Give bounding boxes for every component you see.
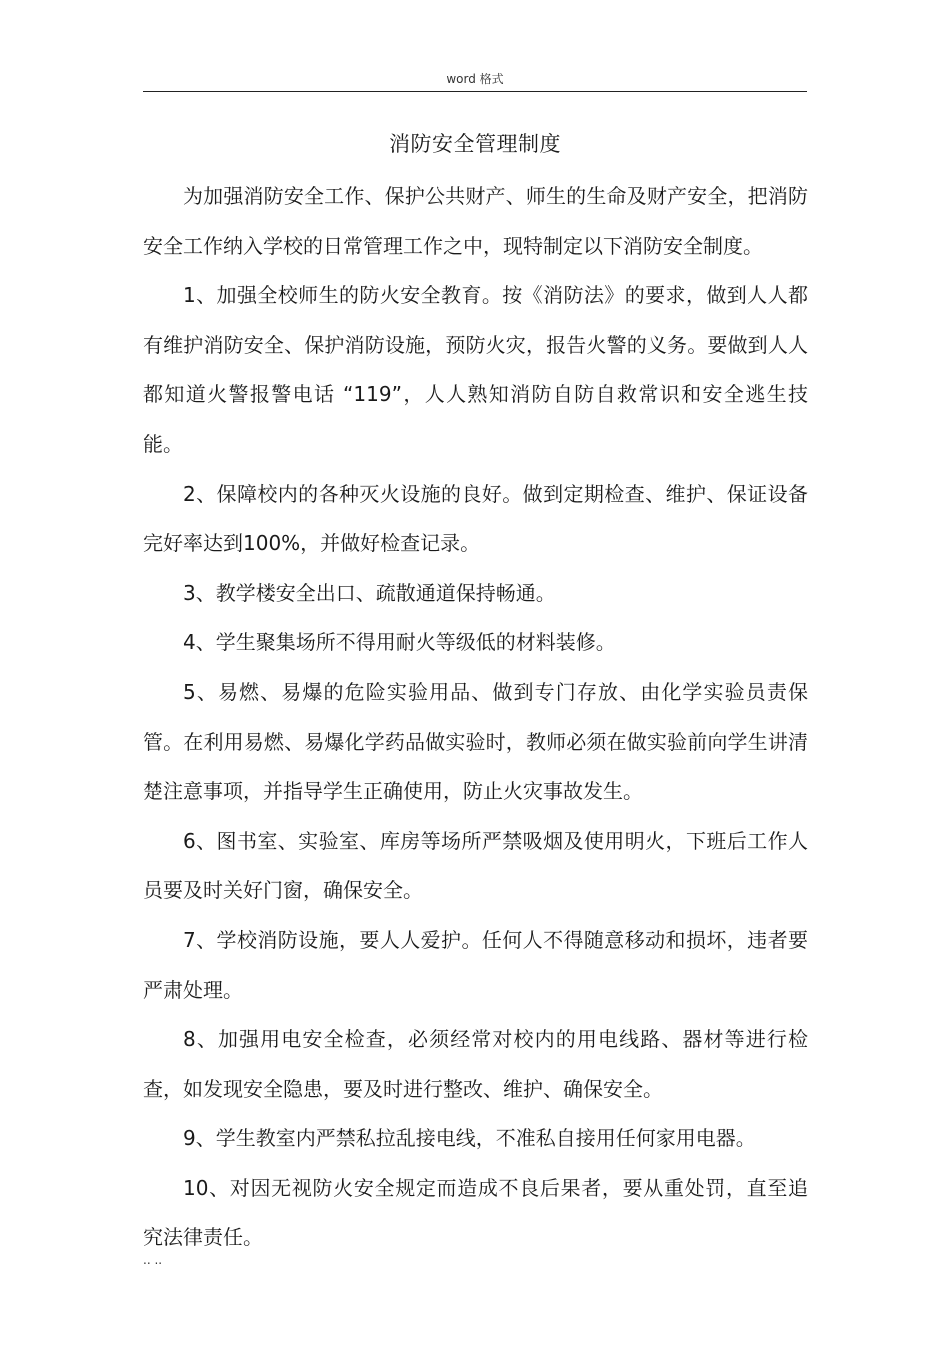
document-body — [143, 172, 808, 1263]
page-header: word 格式 — [446, 72, 504, 86]
paragraph-rule-6: 6、图书室、实验室、库房等场所严禁吸烟及使用明火，下班后工作人员要及时关好门窗，确保安全。 — [143, 828, 808, 903]
paragraph-rule-4: 4、学生聚集场所不得用耐火等级低的材料装修。 — [183, 630, 616, 655]
header-divider — [143, 91, 807, 92]
paragraph-rule-7: 7、学校消防设施，要人人爱护。任何人不得随意移动和损坏，违者要严肃处理。 — [143, 927, 808, 1002]
paragraph-rule-9: 9、学生教室内严禁私拉乱接电线，不准私自接用任何家用电器。 — [183, 1126, 756, 1151]
paragraph-rule-3: 3、教学楼安全出口、疏散通道保持畅通。 — [183, 580, 556, 605]
page-footer: .. .. — [143, 1253, 163, 1267]
paragraph-rule-10: 10、对因无视防火安全规定而造成不良后果者，要从重处罚，直至追究法律责任。 — [143, 1175, 808, 1250]
paragraph-rule-2: 2、保障校内的各种灭火设施的良好。做到定期检查、维护、保证设备完好率达到100%，并做好检查记录。 — [143, 481, 808, 556]
paragraph-rule-1: 1、加强全校师生的防火安全教育。按《消防法》的要求，做到人人都有维护消防安全、保护消防设施，预防火灾，报告火警的义务。要做到人人都知道火警报警电话 “119”，人人熟知消防自防自救常识和安全逃生技能。 — [143, 283, 808, 456]
paragraph-intro: 为加强消防安全工作、保护公共财产、师生的生命及财产安全，把消防安全工作纳入学校的日常管理工作之中，现特制定以下消防安全制度。 — [143, 184, 808, 258]
paragraph-rule-8: 8、加强用电安全检查，必须经常对校内的用电线路、器材等进行检查，如发现安全隐患，要及时进行整改、维护、确保安全。 — [143, 1027, 808, 1101]
paragraph-rule-5: 5、易燃、易爆的危险实验用品、做到专门存放、由化学实验员责保管。在利用易燃、易爆化学药品做实验时，教师必须在做实验前向学生讲清楚注意事项，并指导学生正确使用，防止火灾事故发生。 — [143, 679, 808, 804]
document-title: 消防安全管理制度 — [389, 132, 561, 156]
